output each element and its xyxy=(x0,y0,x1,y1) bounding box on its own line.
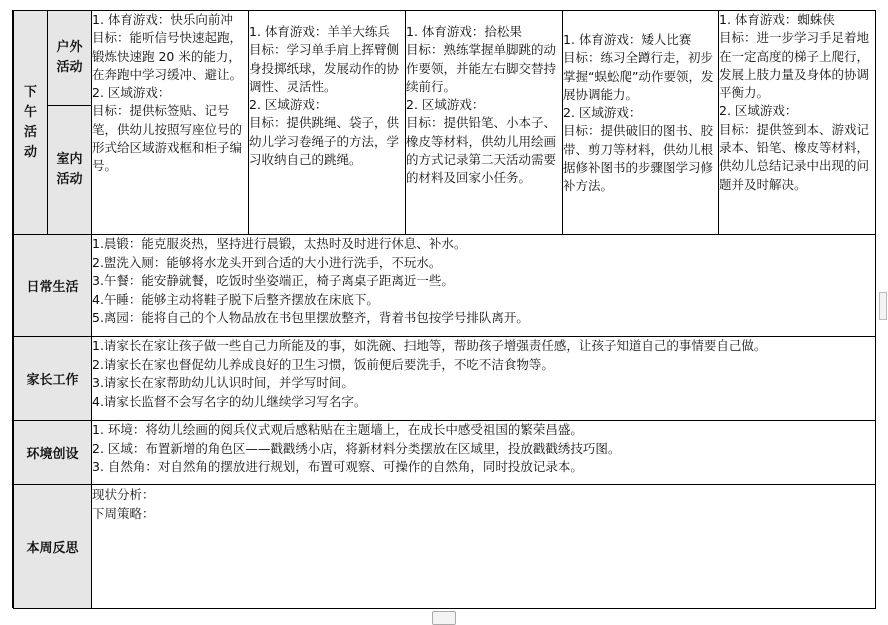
parent-work-label: 家长工作 xyxy=(14,337,92,421)
activity-line: 目标：熟练掌握单脚跳的动作要领，并能左右脚交替持续前行。 xyxy=(406,42,557,94)
activity-line: 目标：学习单手肩上挥臂侧身投掷纸球，发展动作的协调性、灵活性。 xyxy=(249,42,400,94)
daily-life-row xyxy=(14,235,876,337)
weekly-plan-table xyxy=(13,10,876,609)
activity-line: 1. 体育游戏：拾松果 xyxy=(406,24,522,39)
daily-life-list xyxy=(92,235,876,337)
activity-line: 2. 区域游戏： xyxy=(92,85,171,101)
schedule-page xyxy=(12,10,876,608)
environment-list xyxy=(92,421,876,485)
activity-line: 目标：提供破旧的图书、胶带、剪刀等材料，供幼儿根据修补图书的步骤图学习修补方法。 xyxy=(563,123,714,194)
list-item: 2. 区域：布置新增的角色区——戳戳绣小店，将新材料分类摆放在区域里，投放戳戳绣技巧图。 xyxy=(92,440,621,456)
activity-line: 目标：进一步学习手足着地在一定高度的梯子上爬行，发展上肢力量及身体的协调平衡力。 xyxy=(719,30,870,101)
reflection-body xyxy=(92,485,876,609)
parent-work-list xyxy=(92,337,876,421)
list-item: 3.请家长在家帮助幼儿认识时间，并学写时间。 xyxy=(92,375,354,391)
reflection-row xyxy=(14,485,876,609)
activity-line: 目标：提供铅笔、小本子、橡皮等材料，供幼儿用绘画的方式记录第二天活动需要的材料及回家小任务。 xyxy=(406,115,557,186)
day-4-activities xyxy=(563,11,719,235)
activity-line: 1. 体育游戏：快乐向前冲 xyxy=(92,12,233,27)
list-item: 4.午睡：能够主动将鞋子脱下后整齐摆放在床底下。 xyxy=(92,291,379,307)
list-item: 3. 自然角：对自然角的摆放进行规划，布置可观察、可操作的自然角，同时投放记录本。 xyxy=(92,459,583,475)
activity-line: 2. 区域游戏： xyxy=(406,97,485,113)
list-item: 1.请家长在家让孩子做一些自己力所能及的事，如洗碗、扫地等，帮助孩子增强责任感，让孩子知道自己的事情要自己做。 xyxy=(92,338,767,353)
outdoor-label: 户外 活动 xyxy=(48,11,92,106)
day-1-activities xyxy=(92,11,249,235)
day-3-activities xyxy=(406,11,563,235)
day-2-activities xyxy=(249,11,406,235)
activity-line: 目标：练习全蹲行走，初步掌握“蜈蚣爬”动作要领，发展协调能力。 xyxy=(563,50,714,102)
list-item: 1. 环境：将幼儿绘画的阅兵仪式观后感粘贴在主题墙上，在成长中感受祖国的繁荣昌盛。 xyxy=(92,422,583,437)
list-item: 1.晨锻：能克服炎热，坚持进行晨锻，太热时及时进行休息、补水。 xyxy=(92,236,467,251)
activity-line: 目标：提供跳绳、袋子，供幼儿学习卷绳子的方法，学习收纳自己的跳绳。 xyxy=(249,115,400,168)
activity-line: 目标：能听信号快速起跑，锻炼快速跑 20 米的能力，在奔跑中学习缓冲、避让。 xyxy=(92,30,243,82)
status-analysis-label: 现状分析： xyxy=(92,487,155,502)
activity-line: 2. 区域游戏： xyxy=(249,97,328,113)
list-item: 2.盥洗入厕：能够将水龙头开到合适的大小进行洗手，不玩水。 xyxy=(92,254,442,270)
environment-row xyxy=(14,421,876,485)
list-item: 5.离园：能将自己的个人物品放在书包里摆放整齐，背着书包按学号排队离开。 xyxy=(92,310,529,326)
list-item: 3.午餐：能安静就餐，吃饭时坐姿端正，椅子离桌子距离近一些。 xyxy=(92,273,454,289)
vertical-scroll-thumb[interactable] xyxy=(879,292,887,320)
reflection-label: 本周反思 xyxy=(14,485,92,609)
daily-life-label: 日常生活 xyxy=(14,235,92,337)
day-5-activities xyxy=(719,11,876,235)
activity-line: 2. 区域游戏： xyxy=(719,103,798,119)
afternoon-label: 下 午 活 动 xyxy=(14,11,48,235)
horizontal-scroll-thumb[interactable] xyxy=(432,611,456,625)
activity-line: 目标：提供标签贴、记号笔，供幼儿按照写座位号的形式给区域游戏框和柜子编号。 xyxy=(92,103,243,174)
activity-line: 目标：提供签到本、游戏记录本、铅笔、橡皮等材料，供幼儿总结记录中出现的问题并及时解决。 xyxy=(719,121,870,192)
indoor-label: 室内 活动 xyxy=(48,106,92,235)
list-item: 2.请家长在家也督促幼儿养成良好的卫生习惯，饭前便后要洗手，不吃不洁食物等。 xyxy=(92,356,554,372)
activity-line: 1. 体育游戏：矮人比赛 xyxy=(563,32,692,47)
activity-line: 1. 体育游戏：蜘蛛侠 xyxy=(719,12,835,27)
next-week-strategy-label: 下周策略： xyxy=(92,506,155,521)
environment-label: 环境创设 xyxy=(14,421,92,485)
afternoon-outdoor-row xyxy=(14,11,876,106)
list-item: 4.请家长监督不会写名字的幼儿继续学习写名字。 xyxy=(92,393,367,409)
parent-work-row xyxy=(14,337,876,421)
activity-line: 1. 体育游戏：羊羊大练兵 xyxy=(249,24,390,39)
activity-line: 2. 区域游戏： xyxy=(563,105,642,121)
